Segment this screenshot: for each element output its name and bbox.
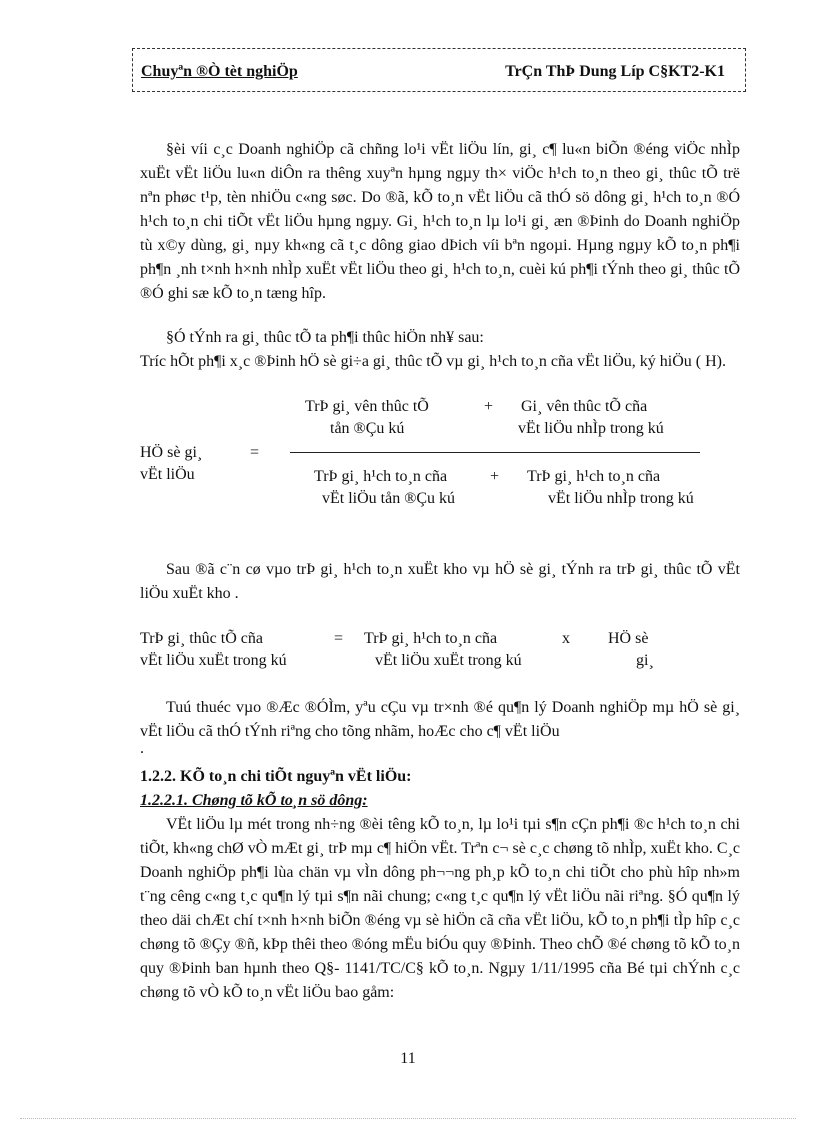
formula1-lhs-line1: HÖ sè gi¸ xyxy=(140,444,203,461)
formula2-a-line1: TrÞ gi¸ thûc tÕ cña xyxy=(140,630,263,647)
formula1-den-b-line1: TrÞ gi¸ h¹ch to¸n cña xyxy=(527,468,661,485)
formula2-c-line2: gi¸ xyxy=(636,652,654,669)
fraction-rule xyxy=(290,452,700,453)
paragraph-2: §Ó tÝnh ra gi¸ thûc tÕ ta ph¶i thûc hiÖn nh¥ sau: xyxy=(166,329,484,346)
formula1-den-b-line2: vËt liÖu nhÌp trong kú xyxy=(548,490,694,507)
subsection-heading: 1.2.2.1. Chøng tõ kÕ to¸n sö dông: xyxy=(140,792,368,809)
formula1-lhs-line2: vËt liÖu xyxy=(140,466,195,483)
formula2-times: x xyxy=(562,630,570,647)
formula1-plus-bottom: + xyxy=(490,468,500,485)
paragraph-5-tail: . xyxy=(140,740,144,757)
formula1-equals: = xyxy=(250,444,260,461)
formula1-den-a-line2: vËt liÖu tån ®Çu kú xyxy=(322,490,456,507)
formula1-num-a-line2: tån ®Çu kú xyxy=(330,420,405,437)
formula2-a-line2: vËt liÖu xuËt trong kú xyxy=(140,652,287,669)
paragraph-1: §èi víi c¸c Doanh nghiÖp cã chñng lo¹i vËt liÖu lín, gi¸ c¶ lu«n biÕn ®éng viÖc nhÌp xuËt vËt liÖu lu«n diÔn ra thêng xuyªn hµng ngµy th× viÖc h¹ch to¸n theo gi¸ thûc tÕ trë nªn phøc t¹p, tèn nhiÖu c«ng søc. Do ®ã, kÕ to¸n vËt liÖu cã thÓ sö dông gi¸ h¹ch to¸n ®Ó h¹ch to¸n chi tiÕt vËt liÖu hµng ngµy. Gi¸ h¹ch to¸n lµ lo¹i gi¸ æn ®Þinh do Doanh nghiÖp tù x©y dùng, gi¸ nµy kh«ng cã t¸c dông giao dÞich víi bªn ngoµi. Hµng ngµy kÕ to¸n ph¶i ph¶n ¸nh t×nh h×nh nhÌp xuËt vËt liÖu theo gi¸ h¹ch to¸n, cuèi kú ph¶i tÝnh theo gi¸ thûc tÕ ®Ó ghi sæ kÕ to¸n tæng hîp. xyxy=(140,141,740,302)
formula1-den-a-line1: TrÞ gi¸ h¹ch to¸n cña xyxy=(314,468,448,485)
formula2-c-line1: HÖ sè xyxy=(608,630,649,647)
page-number: 11 xyxy=(400,1050,416,1067)
formula1-num-b-line2: vËt liÖu nhÌp trong kú xyxy=(518,420,664,437)
formula1-num-b-line1: Gi¸ vên thûc tÕ cña xyxy=(521,398,648,415)
header-title: Chuyªn ®Ò tèt nghiÖp xyxy=(141,63,298,80)
paragraph-3: Tríc hÕt ph¶i x¸c ®Þinh hÖ sè gi÷a gi¸ thûc tÕ vµ gi¸ h¹ch to¸n cña vËt liÖu, ký hiÖu ( H). xyxy=(140,353,726,370)
formula1-plus-top: + xyxy=(484,398,494,415)
formula2-b-line1: TrÞ gi¸ h¹ch to¸n cña xyxy=(364,630,498,647)
page-header xyxy=(132,48,746,92)
header-author: TrÇn ThÞ Dung Líp C§KT2-K1 xyxy=(505,63,725,80)
footer-rule xyxy=(20,1118,796,1119)
formula1-num-a-line1: TrÞ gi¸ vên thûc tÕ xyxy=(305,398,429,415)
paragraph-4: Sau ®ã c¨n cø vµo trÞ gi¸ h¹ch to¸n xuËt kho vµ hÖ sè gi¸ tÝnh ra trÞ gi¸ thûc tÕ vËt liÖu xuËt kho . xyxy=(140,561,740,602)
formula2-b-line2: vËt liÖu xuËt trong kú xyxy=(375,652,522,669)
paragraph-5: Tuú thuéc vµo ®Æc ®ÓÌm, yªu cÇu vµ tr×nh ®é qu¶n lý Doanh nghiÖp mµ hÖ sè gi¸ vËt liÖu cã thÓ tÝnh riªng cho tõng nhãm, hoÆc cho c¶ vËt liÖu xyxy=(140,699,740,740)
formula2-equals: = xyxy=(334,630,344,647)
section-heading: 1.2.2. KÕ to¸n chi tiÕt nguyªn vËt liÖu: xyxy=(140,768,412,785)
paragraph-6: VËt liÖu lµ mét trong nh÷ng ®èi têng kÕ to¸n, lµ lo¹i tµi s¶n cÇn ph¶i ®c h¹ch to¸n chi tiÕt, kh«ng chØ vÒ mÆt gi¸ trÞ mµ c¶ hiÖn vËt. Trªn c¬ sè c¸c chøng tõ nhÌp, xuËt kho. C¸c Doanh nghiÖp ph¶i lùa chän vµ vÌn dông ph¬¬ng ph¸p kÕ to¸n chi tiÕt cho phù hîp nh»m t¨ng cêng c«ng t¸c qu¶n lý tµi s¶n nãi chung; c«ng t¸c qu¶n lý vËt liÖu nãi riªng. §Ó qu¶n lý theo däi chÆt chí t×nh h×nh biÕn ®éng vµ sè hiÖn cã cña vËt liÖu, kÕ to¸n ph¶i tÌp hîp c¸c chøng tõ ®Çy ®ñ, kÞp thêi theo ®óng mËu biÓu quy ®Þinh. Theo chÕ ®é chøng tõ kÕ to¸n quy ®Þinh ban hµnh theo Q§- 1141/TC/C§ kÕ to¸n. Ngµy 1/11/1995 cña Bé tµi chÝnh c¸c chøng tõ vÒ kÕ to¸n vËt liÖu bao gåm: xyxy=(140,816,740,1001)
